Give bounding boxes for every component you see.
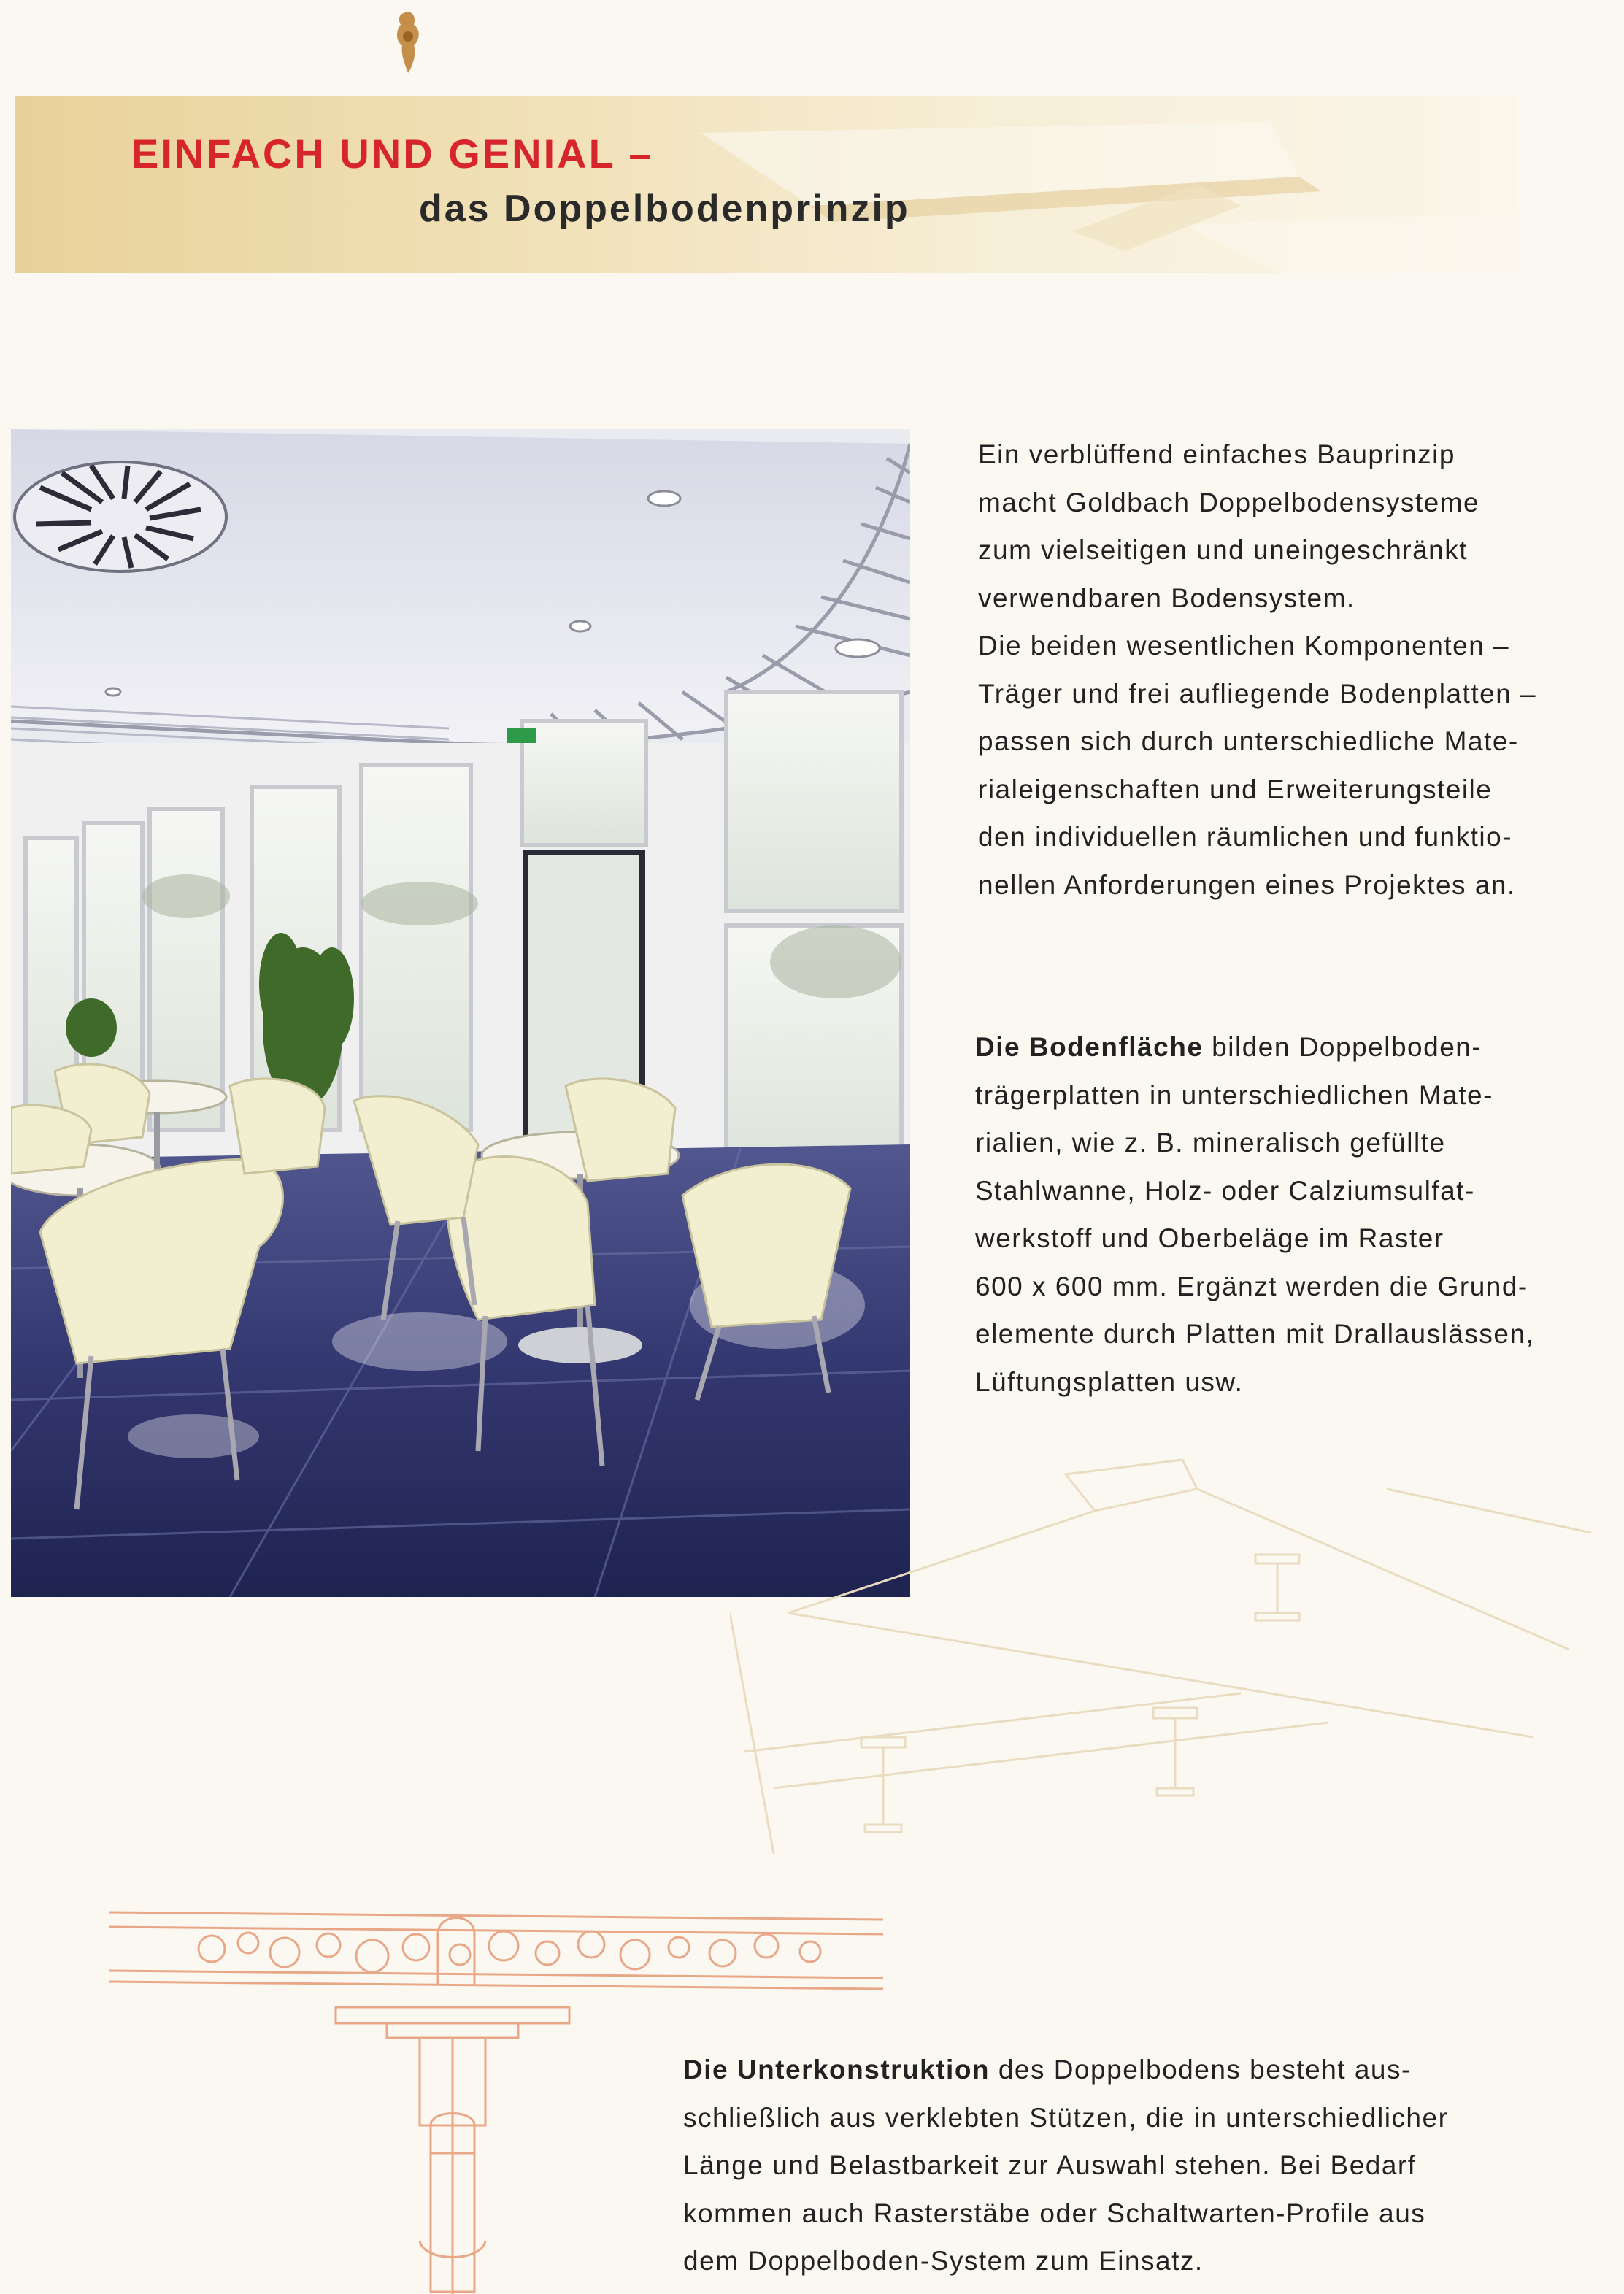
substructure-line: dem Doppelboden-System zum Einsatz. <box>683 2246 1204 2276</box>
header-banner <box>15 96 1518 273</box>
intro-line: macht Goldbach Doppelbodensysteme <box>978 487 1480 517</box>
page-subtitle: das Doppelbodenprinzip <box>419 188 910 230</box>
intro-line: den individuellen räumlichen und funktio- <box>978 822 1513 852</box>
intro-line: nellen Anforderungen eines Projektes an. <box>978 869 1516 900</box>
floor-line: werkstoff und Oberbeläge im Raster <box>975 1223 1444 1253</box>
substructure-paragraph <box>683 2046 1610 2285</box>
page-title: EINFACH UND GENIAL – <box>131 131 654 177</box>
floor-paragraph <box>975 1023 1617 1406</box>
floor-system-drawing <box>730 1445 1591 1854</box>
floor-line: Lüftungsplatten usw. <box>975 1366 1244 1397</box>
floor-first-line <box>975 1023 1617 1071</box>
substructure-first-line <box>683 2046 1610 2094</box>
floor-line: Stahlwanne, Holz- oder Calziumsulfat- <box>975 1175 1475 1206</box>
substructure-line: kommen auch Rasterstäbe oder Schaltwarten-Profile aus <box>683 2198 1426 2228</box>
cafeteria-photo <box>11 429 910 1597</box>
substructure-line: Länge und Belastbarkeit zur Auswahl stehen. Bei Bedarf <box>683 2150 1417 2180</box>
stain-mark <box>390 7 426 77</box>
intro-line: rialeigenschaften und Erweiterungsteile <box>978 774 1493 804</box>
intro-line: Ein verblüffend einfaches Bauprinzip <box>978 439 1455 469</box>
substructure-line: schließlich aus verklebten Stützen, die in unterschiedlicher <box>683 2102 1449 2133</box>
substructure-first-rest: des Doppelbodens besteht aus- <box>990 2055 1412 2085</box>
floor-line: rialien, wie z. B. mineralisch gefüllte <box>975 1128 1446 1158</box>
floor-line: trägerplatten in unterschiedlichen Mate- <box>975 1079 1493 1110</box>
substructure-lead: Die Unterkonstruktion <box>683 2055 990 2085</box>
floor-lead: Die Bodenfläche <box>975 1032 1204 1062</box>
floor-line: elemente durch Platten mit Drallauslässen, <box>975 1319 1535 1349</box>
floor-line: 600 x 600 mm. Ergänzt werden die Grund- <box>975 1271 1528 1301</box>
intro-paragraph <box>978 431 1620 909</box>
intro-line: zum vielseitigen und uneingeschränkt <box>978 535 1469 565</box>
intro-line: verwendbaren Bodensystem. <box>978 582 1355 613</box>
intro-line: passen sich durch unterschiedliche Mate- <box>978 726 1519 756</box>
floor-first-rest: bilden Doppelboden- <box>1203 1032 1482 1062</box>
floor-panel-graphic <box>15 96 1518 273</box>
intro-line: Träger und frei aufliegende Bodenplatten – <box>978 678 1537 709</box>
intro-line: Die beiden wesentlichen Komponenten – <box>978 631 1510 661</box>
